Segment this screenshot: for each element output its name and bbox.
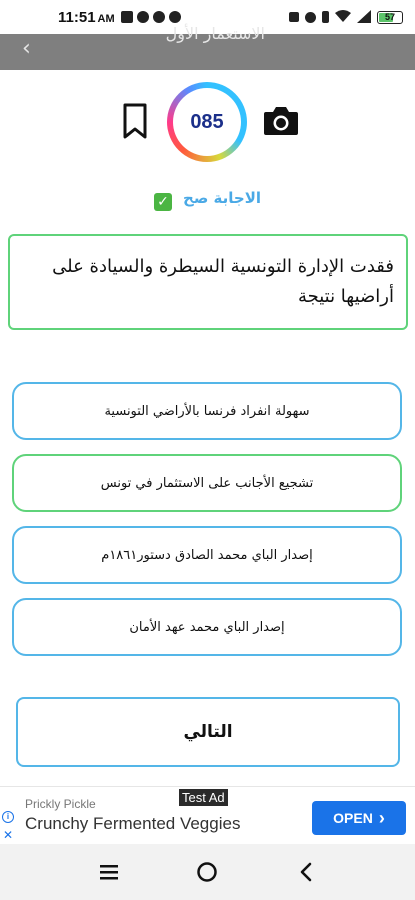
battery-level-text: 57: [384, 11, 395, 22]
chevron-right-icon: ›: [378, 808, 385, 828]
answer-option-2[interactable]: [12, 454, 402, 512]
test-ad-badge: Test Ad: [179, 789, 228, 806]
answer-option-label: تشجيع الأجانب على الاستثمار في تونس: [100, 475, 314, 491]
next-button[interactable]: [16, 697, 400, 767]
score-inner: [173, 88, 241, 156]
notification-icons: [121, 11, 181, 23]
ad-open-label: OPEN: [333, 810, 373, 826]
question-box: [8, 234, 408, 330]
vibrate-icon: [322, 11, 329, 23]
ad-info-icon[interactable]: i: [2, 811, 14, 823]
score-value: 085: [190, 110, 224, 133]
answer-option-label: سهولة انفراد فرنسا بالأراضي التونسية: [104, 403, 310, 419]
answer-option-3[interactable]: [12, 526, 402, 584]
answer-option-1[interactable]: [12, 382, 402, 440]
status-am-pm: AM: [97, 12, 115, 25]
score-ring: [167, 82, 247, 162]
header-title: الاستعمار الأول: [165, 24, 265, 43]
status-time-value: 11:51: [58, 8, 96, 26]
image-icon: [289, 12, 299, 22]
signal-icon: [357, 8, 371, 27]
camera-icon[interactable]: [262, 102, 300, 138]
alarm-icon: [305, 12, 316, 23]
answer-option-4[interactable]: [12, 598, 402, 656]
music-icon: [169, 11, 181, 23]
ad-banner[interactable]: [0, 786, 415, 844]
answer-status-text: الاجابة صح: [183, 189, 262, 207]
ad-advertiser: Prickly Pickle: [25, 797, 96, 811]
answer-option-label: إصدار الباي محمد عهد الأمان: [129, 619, 285, 635]
back-icon[interactable]: ‹: [22, 36, 31, 61]
status-system-icons: [289, 8, 403, 27]
home-icon[interactable]: [192, 857, 222, 887]
notification-icon: [121, 11, 133, 23]
check-icon: ✓: [154, 193, 172, 211]
wifi-icon: [335, 8, 351, 27]
bookmark-icon[interactable]: [118, 102, 152, 140]
messenger-icon: [137, 11, 149, 23]
next-button-label: التالي: [183, 722, 233, 742]
battery-indicator: [377, 11, 403, 24]
ad-headline: Crunchy Fermented Veggies: [25, 814, 241, 833]
recents-icon[interactable]: [94, 857, 124, 887]
messenger-icon: [153, 11, 165, 23]
answer-status: [0, 188, 415, 211]
app-header: [0, 24, 415, 70]
question-text: فقدت الإدارة التونسية السيطرة والسيادة على أراضيها نتيجة: [52, 256, 394, 307]
status-time: [58, 9, 115, 26]
ad-close-icon[interactable]: ✕: [3, 828, 14, 842]
back-nav-icon[interactable]: [291, 857, 321, 887]
answer-option-label: إصدار الباي محمد الصادق دستور١٨٦١م: [101, 547, 313, 563]
ad-open-button[interactable]: [312, 801, 406, 835]
system-nav-bar: [0, 844, 415, 900]
